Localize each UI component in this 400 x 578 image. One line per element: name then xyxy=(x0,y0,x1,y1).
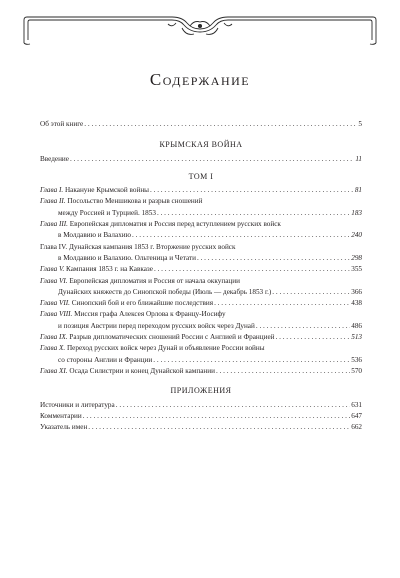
toc-entry-chapter-2-cont[interactable] xyxy=(40,208,362,219)
table-of-contents xyxy=(40,119,362,433)
dot-leader xyxy=(272,287,350,298)
toc-entry-title: Источники и литература xyxy=(40,400,115,409)
toc-entry-chapter-7[interactable] xyxy=(40,298,362,309)
section-heading-crimean-war: КРЫМСКАЯ ВОЙНА xyxy=(159,140,243,150)
dot-leader xyxy=(150,185,354,196)
chapter-title-line: Миссия графа Алексея Орлова к Францу-Иосифу xyxy=(74,310,226,319)
toc-entry-chapter-6[interactable] xyxy=(40,276,362,287)
chapter-title-line: Посольство Меншикова и разрыв сношений xyxy=(67,197,203,206)
toc-entry-chapter-5[interactable] xyxy=(40,264,362,275)
ornament-header-decoration xyxy=(22,14,378,46)
chapter-title-line: Европейская дипломатия и Россия перед вступлением русских войск xyxy=(69,220,281,229)
toc-entry-chapter-6-cont[interactable] xyxy=(40,287,362,298)
toc-entry-chapter-9[interactable] xyxy=(40,332,362,343)
chapter-label: Глава II. xyxy=(40,197,66,206)
chapter-label: Глава IV. xyxy=(40,242,68,251)
dot-leader xyxy=(132,230,350,241)
dot-leader xyxy=(157,208,350,219)
chapter-label: Глава VI. xyxy=(40,276,68,285)
dot-leader xyxy=(256,321,350,332)
dot-leader xyxy=(153,355,350,366)
chapter-label: Глава XI. xyxy=(40,366,68,375)
chapter-label: Глава III. xyxy=(40,220,68,229)
toc-page-number: 631 xyxy=(351,400,362,409)
toc-page-number: 513 xyxy=(351,333,362,342)
toc-entry-chapter-3-cont[interactable] xyxy=(40,230,362,241)
toc-page-number: 536 xyxy=(351,355,362,364)
dot-leader xyxy=(197,253,350,264)
toc-page-number: 5 xyxy=(358,120,362,128)
chapter-label: Глава IX. xyxy=(40,333,68,342)
toc-page-number: 355 xyxy=(351,265,362,274)
chapter-title-line: Дунайская кампания 1853 г. Вторжение русских войск xyxy=(68,242,236,251)
toc-page-number: 486 xyxy=(351,321,362,330)
toc-page-number: 11 xyxy=(355,154,362,163)
toc-entry-introduction[interactable] xyxy=(40,154,362,165)
toc-page-number: 647 xyxy=(351,411,362,420)
toc-entry-name-index[interactable] xyxy=(40,422,362,433)
chapter-title-line: между Россией и Турцией. 1853 xyxy=(58,208,156,217)
toc-entry-title: Об этой книге xyxy=(40,120,84,128)
toc-page-number: 183 xyxy=(351,208,362,217)
toc-entry-chapter-10-cont[interactable] xyxy=(40,355,362,366)
chapter-title-line: Переход русских войск через Дунай и объявление России войны xyxy=(66,344,265,353)
dot-leader xyxy=(70,154,354,165)
chapter-label: Глава X. xyxy=(40,344,66,353)
chapter-title-line: Осада Силистрии и конец Дунайской кампании xyxy=(69,366,215,375)
toc-entry-title: Комментарии xyxy=(40,411,82,420)
dot-leader xyxy=(88,422,350,433)
toc-entry-about[interactable] xyxy=(40,119,362,130)
chapter-title-line: Европейская дипломатия и Россия от начала оккупации xyxy=(69,276,240,285)
chapter-label: Глава V. xyxy=(40,265,65,274)
toc-page-number: 570 xyxy=(351,366,362,375)
chapter-label: Глава VII. xyxy=(40,299,70,308)
chapter-label: Глава VIII. xyxy=(40,310,73,319)
dot-leader xyxy=(116,400,351,411)
toc-page-number: 240 xyxy=(351,231,362,240)
toc-page-number: 366 xyxy=(351,287,362,296)
toc-page-number: 298 xyxy=(351,253,362,262)
toc-entry-sources[interactable] xyxy=(40,400,362,411)
toc-entry-chapter-2[interactable] xyxy=(40,196,362,207)
toc-entry-chapter-4-cont[interactable] xyxy=(40,253,362,264)
section-heading-appendix: ПРИЛОЖЕНИЯ xyxy=(170,386,232,396)
dot-leader xyxy=(276,332,351,343)
dot-leader xyxy=(84,119,357,130)
toc-entry-chapter-10[interactable] xyxy=(40,343,362,354)
toc-entry-chapter-8-cont[interactable] xyxy=(40,321,362,332)
dot-leader xyxy=(154,264,350,275)
page-title: Содержание xyxy=(149,70,251,89)
chapter-label: Глава I. xyxy=(40,186,64,195)
chapter-title-line: в Молдавию и Валахию xyxy=(58,231,132,240)
toc-entry-title: Указатель имен xyxy=(40,423,88,432)
chapter-title-line: Синопский бой и его ближайшие последствия xyxy=(71,299,214,308)
toc-entry-chapter-8[interactable] xyxy=(40,309,362,320)
toc-entry-chapter-1[interactable] xyxy=(40,185,362,196)
toc-entry-comments[interactable] xyxy=(40,411,362,422)
chapter-title-line: и позиция Австрии перед переходом русских войск через Дунай xyxy=(58,321,255,330)
toc-entry-chapter-3[interactable] xyxy=(40,219,362,230)
chapter-title-line: Разрыв дипломатических сношений России с Англией и Францией xyxy=(69,333,275,342)
chapter-title-line: Кампания 1853 г. на Кавказе xyxy=(66,265,153,274)
section-heading-tome-1: ТОМ I xyxy=(188,171,214,181)
toc-entry-chapter-4[interactable] xyxy=(40,242,362,253)
toc-entry-chapter-11[interactable] xyxy=(40,366,362,377)
chapter-title-line: со стороны Англии и Франции xyxy=(58,355,153,364)
dot-leader xyxy=(83,411,350,422)
chapter-title-line: в Молдавию и Валахию. Ольтеница и Четати xyxy=(58,253,196,262)
chapter-title-line: Дунайских княжеств до Синопской победы (Июль — декабрь 1853 г.) xyxy=(58,287,272,296)
toc-page-number: 81 xyxy=(354,186,362,195)
chapter-title-line: Накануне Крымской войны xyxy=(64,186,149,195)
toc-page-number: 662 xyxy=(351,423,362,432)
dot-leader xyxy=(216,366,350,377)
toc-page-number: 438 xyxy=(351,299,362,308)
toc-entry-title: Введение xyxy=(40,154,69,163)
dot-leader xyxy=(214,298,350,309)
